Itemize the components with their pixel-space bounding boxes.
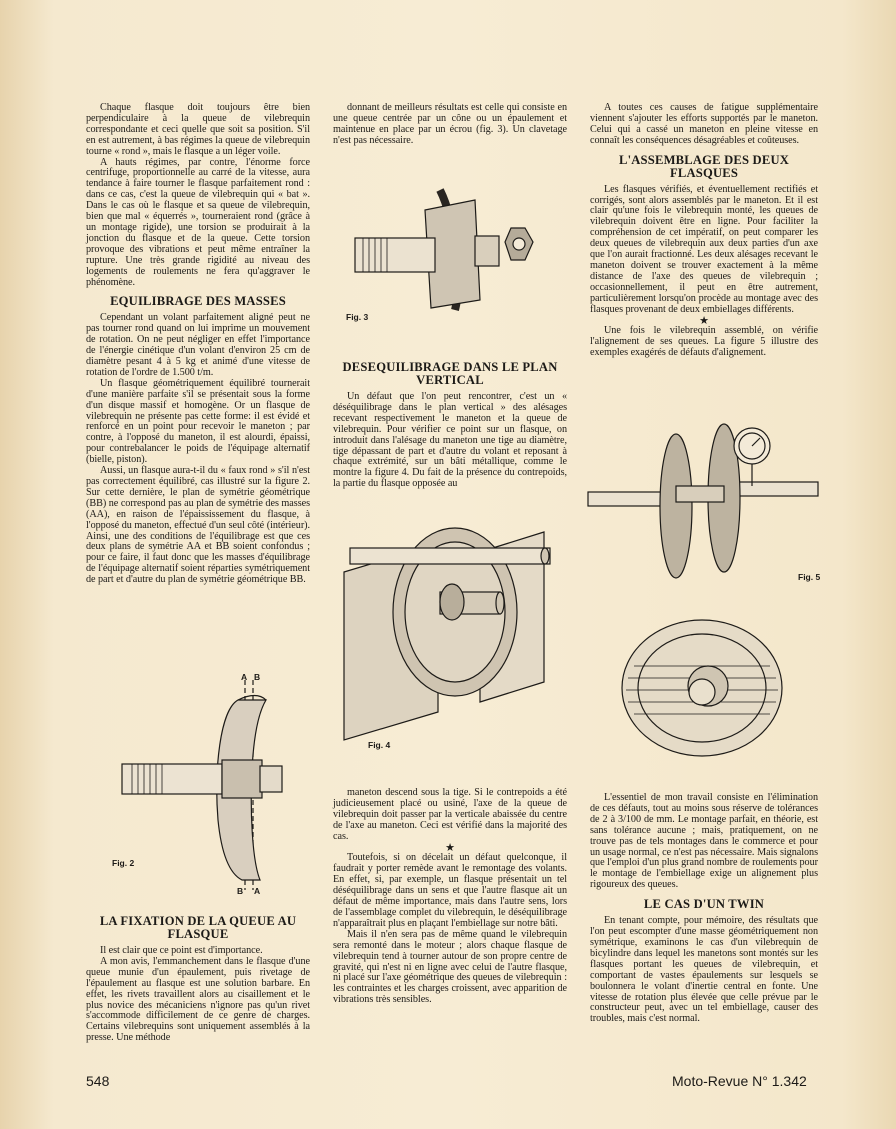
figure-2-axis-b-top: B (254, 672, 261, 682)
separator-star: ★ (445, 841, 455, 854)
paragraph: L'essentiel de mon travail consiste en l'élimination de ces défauts, tout au moins sous réserve de tolérances de 2 à 3/100 de mm. Le montage parfait, en théorie, est sans tolérance aucune ; mais, pratiquement, on ne trouve pas de tels montages dans le commerce et pour un usage normal, ce n'est pas nécessaire. Mais signalons que l'emploi d'un plus grand nombre de roulements pour le montage de l'embiellage exige un alignement plus rigoureux des queues. (590, 792, 818, 891)
paragraph: Un défaut que l'on peut rencontrer, c'est un « déséquilibrage dans le plan vertical » des alésages recevant respectivement le maneton et la queue de vilebrequin. Pour vérifier ce point sur un flasque, on introduit dans l'alésage du maneton une tige au diamètre, tige dépassant de part et d'autre du volant et reposant à chaque extrémité, sur un bâti métallique, comme le montre la figure 4. Du fait de la présence du contrepoids, la partie du flasque opposée au (333, 391, 567, 490)
section-heading-desequilibrage: DESEQUILIBRAGE DANS LE PLAN VERTICAL (342, 360, 558, 387)
figure-4-balancing-stand-diagram (340, 512, 568, 742)
figure-3-label: Fig. 3 (346, 312, 369, 322)
figure-4-label: Fig. 4 (368, 740, 391, 750)
section-heading-twin: LE CAS D'UN TWIN (643, 897, 765, 912)
paragraph: Une fois le vilebrequin assemblé, on vérifie l'alignement de ses queues. La figure 5 illustre des exemples exagérés de défauts d'alignement. (590, 325, 818, 359)
column-3-top (590, 103, 818, 359)
figure-5-alignment-diagram (584, 416, 824, 761)
column-2-top (333, 103, 567, 147)
paragraph: A toutes ces causes de fatigue supplémentaire viennent s'ajouter les efforts supportés par le maneton. Celui qui a cassé un maneton en pleine vitesse en connaît les conséquences désagréables et coûteuses. (590, 102, 818, 146)
column-3-bottom (590, 793, 818, 1025)
page-number: 548 (86, 1073, 110, 1089)
paragraph: maneton descend sous la tige. Si le contrepoids a été judicieusement placé ou usiné, l'axe de la queue de vilebrequin doit passer par la verticale abaissée du centre de l'axe au maneton. Ceci est vérifié dans la majorité des cas. (333, 787, 567, 842)
section-heading-assemblage: L'ASSEMBLAGE DES DEUX FLASQUES (618, 152, 790, 180)
paragraph: Chaque flasque doit toujours être bien perpendiculaire à la queue de vilebrequin correspondante et ceci quelle que soit sa position. S'il en est autrement, à bas régimes la queue de vilebrequin tourne « rond », mais le flasque a un léger voile. (86, 102, 310, 157)
separator-star: ★ (699, 314, 709, 327)
paragraph: Toutefois, si on décelait un défaut quelconque, il faudrait y porter remède avant le remontage des volants. En effet, si, par exemple, un flasque présentait un tel déséquilibrage dans un sens et que l'autre flasque ait un défaut de même importance, mais dans l'autre sens, lors de l'assemblage complet du vilebrequin, le déséquilibrage n'apparaîtrait plus en plaçant l'embiellage sur notre bâti. (333, 852, 567, 929)
paragraph: Les flasques vérifiés, et éventuellement rectifiés et corrigés, sont alors assemblés par le maneton. Et il est clair qu'une fois le vilebrequin monté, les queues de vilebrequin doivent être en ligne. Pour faciliter la compréhension de cet impératif, on peut comparer les deux queues de vilebrequin aux deux parties d'un axe que l'on aurait fractionné. Les deux alésages recevant le maneton doivent se trouver exactement à la même distance de l'axe des queues de vilebrequin ; occasionnellement, il peut en être autrement, particulièrement lorsqu'on procède au montage avec des flasques provenant de deux embiellages différents. (590, 183, 818, 315)
section-heading-fixation: LA FIXATION DE LA QUEUE AU FLASQUE (99, 914, 297, 941)
paragraph: En tenant compte, pour mémoire, des résultats que l'on peut escompter d'une masse géométriquement non symétrique, examinons le cas d'un vilebrequin de bicylindre dans lequel les manetons sont montés sur les flasques portant les queues de vilebrequin, et comportant de vastes épaulements sur lesquels se boulonnera le volant d'inertie central en fonte. Une vitesse de rotation plus élevée que celle prévue par le constructeur peut, avec un tel embiellage, causer des troubles, mais c'est normal. (590, 915, 818, 1025)
figure-2-axis-a-bottom: A (254, 886, 261, 896)
figure-2-axis-a-top: A (241, 672, 248, 682)
figure-3-shaft-nut-diagram (345, 180, 545, 320)
paragraph: Un flasque géométriquement équilibré tournerait d'une manière parfaite s'il se présentait sous la forme d'un disque massif et homogène. Or un flasque de vilebrequin ne présente pas cette forme: il est évidé et renforcé en un point pour recevoir le maneton ; par contre, à l'opposé du maneton, il est alourdi, épaissi, pour contrebalancer le poids de l'équipage alternatif (bielle, piston). (86, 377, 310, 466)
paragraph: A mon avis, l'emmanchement dans le flasque d'une queue munie d'un épaulement, puis rivetage de l'épaulement au flasque est une solution barbare. En effet, les rivets travaillent alors au cisaillement et le plus novice des mécaniciens n'ignore pas qu'un rivet s'accommode difficilement de ce genre de charges. Certains vilebrequins sont uniquement assemblés à la presse. Une méthode (86, 955, 310, 1044)
figure-5-label: Fig. 5 (798, 572, 821, 582)
figure-2-axis-b-bottom: B (237, 886, 244, 896)
paragraph: Mais il n'en sera pas de même quand le vilebrequin sera remonté dans le moteur ; alors chaque flasque de vilebrequin tend à tourner autour de son propre centre de gravité, qui n'est ni en ligne avec celui de l'autre flasque, ni placé sur l'axe géométrique des queues de vilebrequin : les contraintes et les charges croissent, avec apparition de vibrations très sensibles. (333, 928, 567, 1006)
paragraph: Il est clair que ce point est d'importance. (100, 945, 263, 956)
column-2-bottom (333, 788, 567, 1006)
figure-2-crank-flywheel-diagram (110, 670, 310, 900)
section-heading-equilibrage: EQUILIBRAGE DES MASSES (110, 294, 286, 309)
column-1 (86, 103, 310, 586)
figure-2-label: Fig. 2 (112, 858, 135, 868)
paragraph: Aussi, un flasque aura-t-il du « faux rond » s'il n'est pas correctement équilibré, cas illustré sur la figure 2. Sur cette dernière, le plan de symétrie géométrique (BB) ne correspond pas au plan de symétrie des masses (AA), en raison de l'épaississement du flasque, à l'opposé du maneton, effectué d'un seul côté (intérieur). Ainsi, une des conditions de l'équilibrage est que ces deux plans de symétrie AA et BB soient confondus ; pour ce faire, il faut donc que les masses d'équilibrage de l'équipage alternatif soient réparties symétriquement de part et d'autre du plan de symétrie géométrique BB. (86, 465, 310, 586)
paragraph: donnant de meilleurs résultats est celle qui consiste en une queue centrée par un cône ou un épaulement et maintenue en place par un écrou (fig. 3). Un clavetage n'est pas nécessaire. (333, 102, 567, 146)
magazine-issue: Moto-Revue N° 1.342 (672, 1073, 807, 1089)
column-1-bottom (86, 908, 310, 1044)
paragraph: A hauts régimes, par contre, l'énorme force centrifuge, proportionnelle au carré de la vitesse, aura tendance à faire tourner le flasque parfaitement rond : dans ce cas, c'est la queue de vilebrequin qui « bat ». Dans le cas où le flasque et sa queue de vilebrequin, bien que mal « équerrés », tourneraient rond (grâce à un montage rigide), une torsion se produirait à la jonction du flasque et de la queue. Cette torsion provoque des vibrations et peut même entraîner la rupture. Une très grande rigidité au niveau des logements de roulements ne fera qu'aggraver le phénomène. (86, 156, 310, 288)
paragraph: Cependant un volant parfaitement aligné peut ne pas tourner rond quand on lui imprime un mouvement de rotation. On ne peut négliger en effet l'importance de l'énergie cinétique d'un volant d'environ 25 cm de diamètre pesant 4 à 5 kg et animé d'une vitesse de rotation de l'ordre de 1.500 t/m. (86, 312, 310, 378)
column-2-middle (333, 354, 567, 490)
